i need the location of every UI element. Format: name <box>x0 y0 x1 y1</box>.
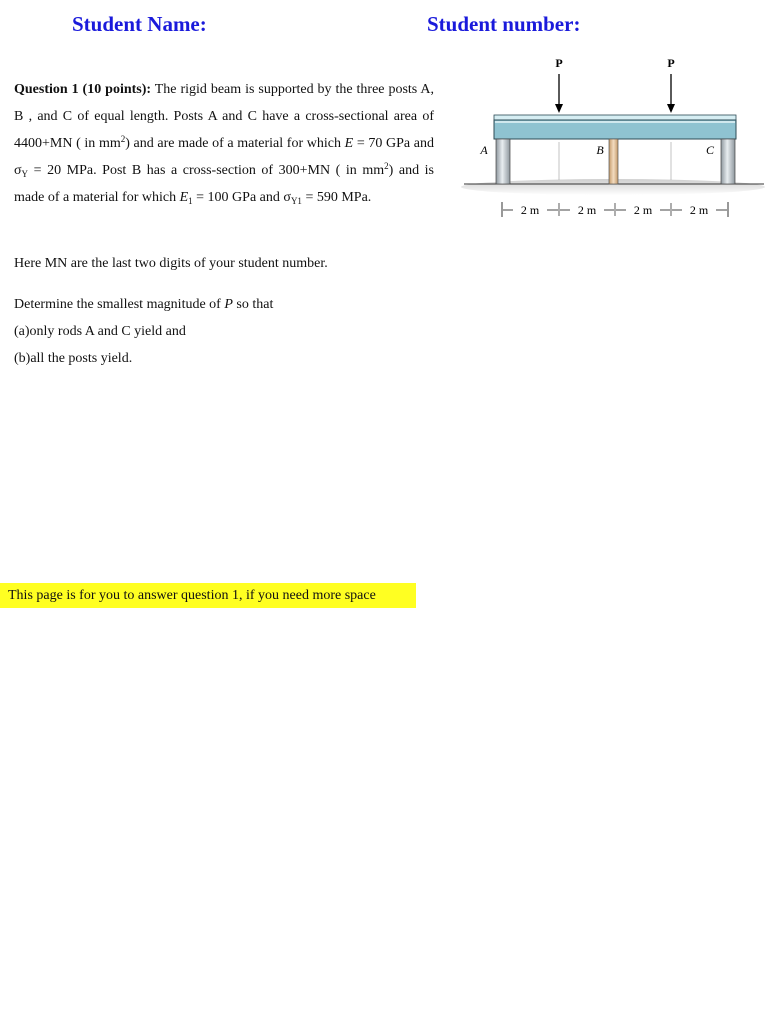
dimension-label: 2 m <box>520 203 540 217</box>
dimension-label: 2 m <box>689 203 709 217</box>
answer-space-note: This page is for you to answer question 1, if you need more space <box>0 583 416 608</box>
part-a-text: (a)only rods A and C yield and <box>14 324 186 339</box>
question-text-part: ) and are made of a material for which <box>125 136 345 151</box>
question-text-part: = 20 MPa. Post B has a cross-section of 300+MN ( in mm <box>28 163 385 178</box>
question-1-text <box>14 76 434 211</box>
post-label-a: A <box>480 143 488 157</box>
subscript: Y <box>21 169 29 179</box>
load-variable: P <box>224 297 233 312</box>
question-text-part: ) and is made of a material for which <box>14 163 435 205</box>
arrowhead-icon <box>667 104 675 113</box>
modulus-symbol: E <box>179 190 189 205</box>
part-b-text: (b)all the posts yield. <box>14 351 133 366</box>
question-heading: Question 1 (10 points): <box>14 82 152 97</box>
superscript: 2 <box>384 161 389 171</box>
mn-note: Here MN are the last two digits of your student number. <box>14 256 328 271</box>
superscript: 2 <box>120 134 126 144</box>
load-label-left: P <box>555 56 563 70</box>
dimension-label: 2 m <box>633 203 653 217</box>
determine-prefix: Determine the smallest magnitude of <box>14 297 225 312</box>
question-text-part: = 590 MPa. <box>301 190 372 205</box>
post-a <box>496 139 510 184</box>
post-b <box>609 139 618 184</box>
subscript: Y1 <box>290 196 302 206</box>
question-text-part: The rigid beam is supported by the three posts A, B , and C of equal length. Posts A and C have a cross-sectional area of 4400+MN ( in mm <box>14 82 435 151</box>
modulus-symbol: E <box>344 136 354 151</box>
load-label-right: P <box>667 56 675 70</box>
dimension-label: 2 m <box>577 203 597 217</box>
beam-top-face <box>494 115 736 120</box>
determine-text <box>14 291 273 318</box>
question-text-part: = 70 GPa and σ <box>14 136 434 178</box>
question-text-part: = 100 GPa and σ <box>192 190 291 205</box>
arrowhead-icon <box>555 104 563 113</box>
determine-suffix: so that <box>232 297 274 312</box>
post-c <box>721 139 735 184</box>
student-name-label: Student Name: <box>72 12 207 36</box>
subscript: 1 <box>188 196 193 206</box>
student-number-label: Student number: <box>427 12 581 36</box>
rigid-beam <box>494 120 736 139</box>
post-label-c: C <box>705 143 715 157</box>
post-label-b: B <box>596 143 604 157</box>
beam-diagram <box>458 50 768 240</box>
